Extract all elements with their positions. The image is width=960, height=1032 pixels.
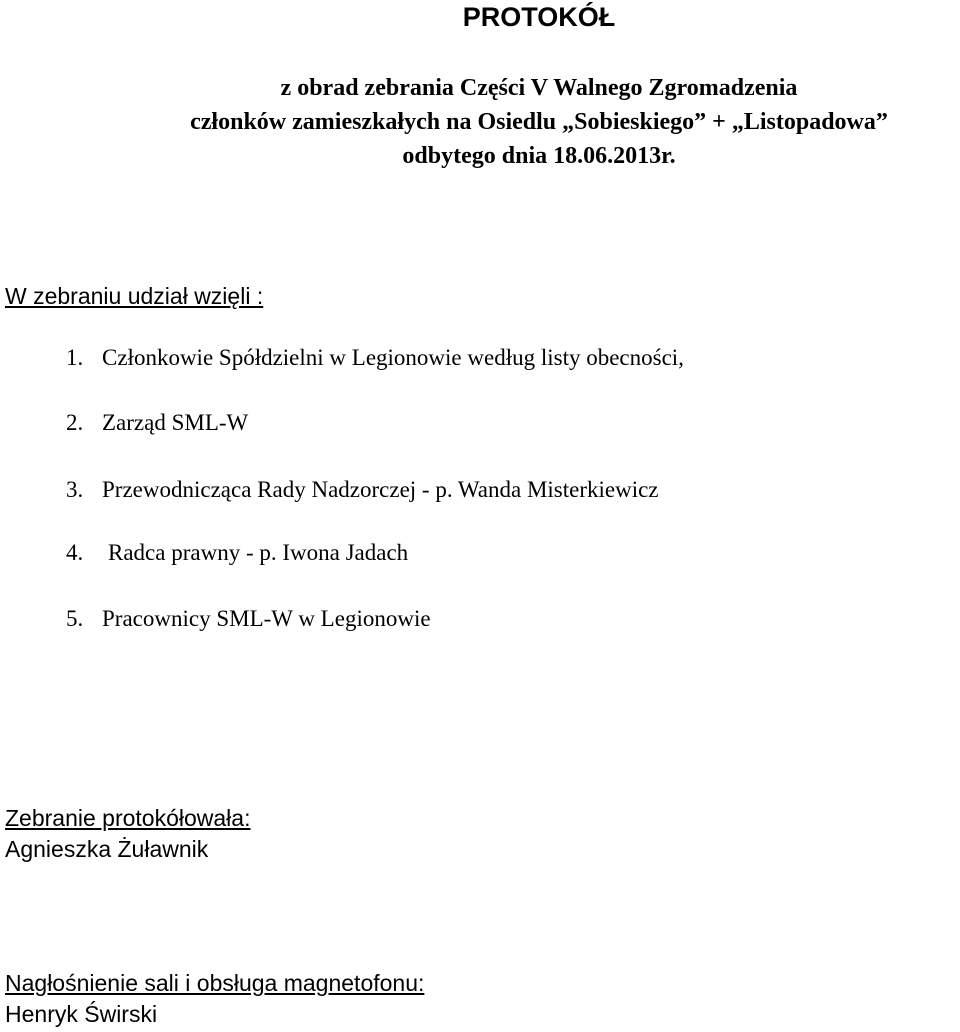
attendance-item	[66, 540, 408, 566]
attendance-item-text: Radca prawny - p. Iwona Jadach	[108, 540, 409, 565]
attendance-item-number: 3.	[66, 477, 84, 502]
attendance-item	[66, 410, 248, 436]
attendance-item-text: Przewodnicząca Rady Nadzorczej - p. Wanda Misterkiewicz	[102, 477, 659, 502]
sound-operator-name: Henryk Świrski	[5, 1001, 158, 1027]
attendance-item-number: 1.	[66, 345, 84, 370]
document-title: PROTOKÓŁ	[462, 2, 616, 32]
attendance-item-text: Zarząd SML-W	[102, 410, 249, 435]
attendance-item	[66, 477, 659, 503]
attendance-item-number: 5.	[66, 606, 84, 631]
sound-operator-label: Nagłośnienie sali i obsługa magnetofonu:	[5, 970, 425, 996]
minutes-taker-label: Zebranie protokółowała:	[5, 805, 251, 831]
subtitle-line-1: z obrad zebrania Części V Walnego Zgromadzenia	[280, 75, 798, 101]
attendance-item-text: Pracownicy SML-W w Legionowie	[102, 606, 431, 631]
attendance-item-number: 2.	[66, 410, 84, 435]
subtitle-line-3: odbytego dnia 18.06.2013r.	[402, 143, 676, 169]
minutes-taker-name: Agnieszka Żuławnik	[5, 836, 209, 862]
attendance-item	[66, 606, 431, 632]
attendance-item-number: 4.	[66, 540, 84, 565]
attendance-item	[66, 345, 684, 371]
attendance-item-text: Członkowie Spółdzielni w Legionowie według listy obecności,	[102, 345, 684, 370]
subtitle-line-2: członków zamieszkałych na Osiedlu „Sobieskiego” + „Listopadowa”	[190, 109, 888, 135]
attendance-heading: W zebraniu udział wzięli :	[5, 283, 264, 309]
